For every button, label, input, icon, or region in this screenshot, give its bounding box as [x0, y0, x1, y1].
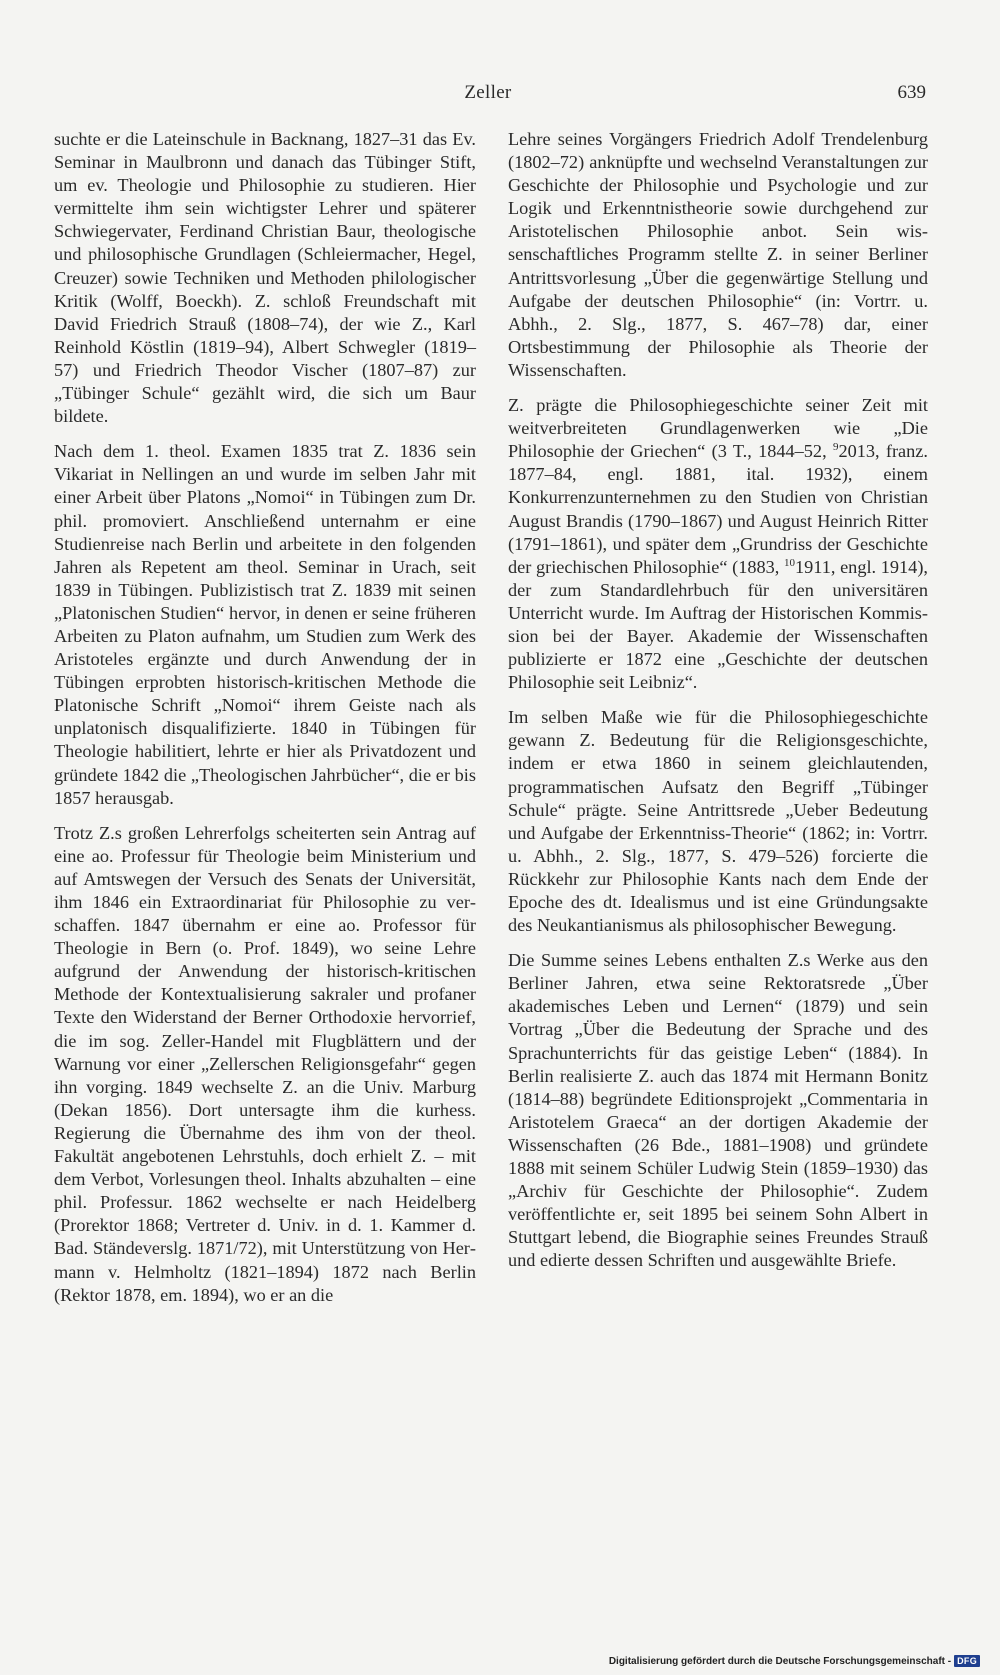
paragraph-text: Z. prägte die Philosophiegeschichte seiner Zeit mit weitverbreiteten Grundlagenwerken wie „Die Philosophie der Griechen“ (3 T., 1844–52,	[508, 395, 928, 462]
edition-superscript: 9	[832, 441, 839, 454]
paragraph: Die Summe seines Lebens enthalten Z.s Werke aus den Berliner Jahren, etwa seine Rektoratsrede „Über akademisches Leben und Lernen“ (1879) und sein Vortrag „Über die Bedeutung der Sprache und des Sprachunterrichts für das geistige Leben“ (1884). In Berlin realisierte Z. auch das 1874 mit Hermann Bonitz (1814–88) begründete Editionsprojekt „Commentaria in Aristotelem Graeca“ an der dortigen Akademie der Wissenschaften (26 Bde., 1881–1908) und gründete 1888 mit seinem Schüler Ludwig Stein (1859–1930) das „Archiv für Geschichte der Philosophie“. Zudem veröffentlichte er, seit 1895 bei seinem Sohn Albert in Stuttgart lebend, die Biographie seines Freundes Strauß und edierte dessen Schriften und ausgewählte Briefe.	[508, 950, 928, 1271]
paragraph: Im selben Maße wie für die Philosophiegeschichte gewann Z. Bedeutung für die Religionsgeschichte, indem er etwa 1860 in seinem gleichlautenden, programmatischen Aufsatz den Begriff „Tübinger Schule“ prägte. Seine Antrittsrede „Ueber Bedeutung und Aufgabe der Erkenntniss-Theorie“ (1862; in: Vortrr. u. Abhh., 2. Slg., 1877, S. 479–526) forcierte die Rückkehr zur Philosophie Kants nach dem Ende der Epoche des dt. Idealismus und ist eine Gründungsakte des Neukantianismus als philosophischer Bewegung.	[508, 707, 928, 936]
paragraph-text: 1911, engl. 1914), der zum Standardlehrbuch für den universitären Unterricht wurde. Im Auftrag der Historischen Kommission bei der Bayer. Akademie der Wissenschaften publizierte er 1872 eine „Geschichte der deutschen Philosophie seit Leibniz“.	[508, 556, 928, 693]
footer-text: Digitalisierung gefördert durch die Deutsche Forschungsgemeinschaft -	[608, 1655, 952, 1667]
paragraph: Lehre seines Vorgängers Friedrich Adolf Trendelenburg (1802–72) anknüpfte und wechselnd Veranstaltungen zur Geschichte der Philosophie und Psychologie und zur Logik und Erkenntnistheorie sowie durchgehend zur Aristotelischen Philosophie anbot. Sein wissenschaftliches Programm stellte Z. in seiner Berliner Antrittsvorlesung „Über die gegenwärtige Stellung und Aufgabe der deutschen Philosophie“ (in: Vortrr. u. Abhh., 2. Slg., 1877, S. 467–78) dar, einer Ortsbestimmung der Philosophie als Theorie der Wissenschaften.	[508, 129, 928, 380]
page-number: 639	[897, 82, 926, 103]
right-column	[508, 128, 928, 1285]
paragraph-with-superscripts	[508, 394, 928, 694]
paragraph: suchte er die Lateinschule in Backnang, 1827–31 das Ev. Seminar in Maulbronn und danach das Tübinger Stift, um ev. Theologie und Philosophie zu studieren. Hier vermittelte ihm sein wichtigster Lehrer und späterer Schwiegervater, Ferdinand Christian Baur, theologische und philosophische Grundlagen (Schleiermacher, Hegel, Creuzer) sowie Techniken und Methoden philologischer Kritik (Wolff, Boeckh). Z. schloß Freundschaft mit David Friedrich Strauß (1808–74), der wie Z., Karl Reinhold Köstlin (1819–94), Albert Schwegler (1819–57) und Friedrich Theodor Vischer (1807–87) zur „Tübinger Schule“ gezählt wird, die sich um Baur bildete.	[54, 129, 476, 427]
digitization-footer	[609, 1655, 980, 1667]
left-column	[54, 128, 476, 1319]
paragraph-text: 2013, franz. 1877–84, engl. 1881, ital. 1932), einem Konkurrenzunternehmen zu den Studien von Christian August Brandis (1790–1867) und August Heinrich Ritter (1791–1861), und später dem „Grundriss der Geschichte der griechischen Philosophie“ (1883,	[508, 441, 928, 577]
paragraph: Nach dem 1. theol. Examen 1835 trat Z. 1836 sein Vikariat in Nellingen an und wurde im selben Jahr mit einer Arbeit über Platons „Nomoi“ in Tübingen zum Dr. phil. promoviert. Anschließend unternahm er eine Studienreise nach Berlin und arbeitete in den folgenden Jahren als Repetent am theol. Seminar in Urach, seit 1839 in Tübingen. Publizistisch trat Z. 1839 mit seinen „Platonischen Studien“ hervor, in denen er seine früheren Arbeiten zu Platon aufnahm, um Studien zum Werk des Aristoteles ergänzte und durch Anwendung der in Tübingen erprobten historisch-kritischen Methode die Platonische Schrift „Nomoi“ ihrem Geiste nach als unplatonisch disqualifizierte. 1840 in Tübingen für Theologie habilitiert, lehrte er hier als Privatdozent und gründete 1842 die „Theologischen Jahrbücher“, die er bis 1857 herausgab.	[54, 441, 476, 808]
running-head	[50, 82, 926, 108]
paragraph: Trotz Z.s großen Lehrerfolgs scheiterten sein Antrag auf eine ao. Professur für Theologie beim Ministerium und auf Amtswegen der Versuch des Senats der Universität, ihm 1846 ein Extraordinariat für Philosophie zu verschaffen. 1847 übernahm er eine ao. Professor für Theologie in Bern (o. Prof. 1849), wo seine Lehre aufgrund der Anwendung der historisch-kritischen Methode der Kontextualisierung sakraler und profaner Texte den Widerstand der Berner Orthodoxie hervorrief, die im sog. Zeller-Handel mit Flugblättern und der Warnung vor einer „Zellerschen Religionsgefahr“ gegen ihn vorging. 1849 wechselte Z. an die Univ. Marburg (Dekan 1856). Dort untersagte ihm die kurhess. Regierung die Übernahme des ihm von der theol. Fakultät angebotenen Lehrstuhls, doch erhielt Z. – mit dem Verbot, Vorlesungen theol. Inhalts abzuhalten – eine phil. Professur. 1862 wechselte er nach Heidelberg (Prorektor 1868; Vertreter d. Univ. in d. 1. Kammer d. Bad. Ständeverslg. 1871/72), mit Unterstützung von Hermann v. Helmholtz (1821–1894) 1872 nach Berlin (Rektor 1878, em. 1894), wo er an die	[54, 822, 476, 1305]
dfg-logo: DFG	[954, 1655, 980, 1667]
running-title: Zeller	[464, 82, 512, 103]
edition-superscript: 10	[783, 556, 795, 569]
